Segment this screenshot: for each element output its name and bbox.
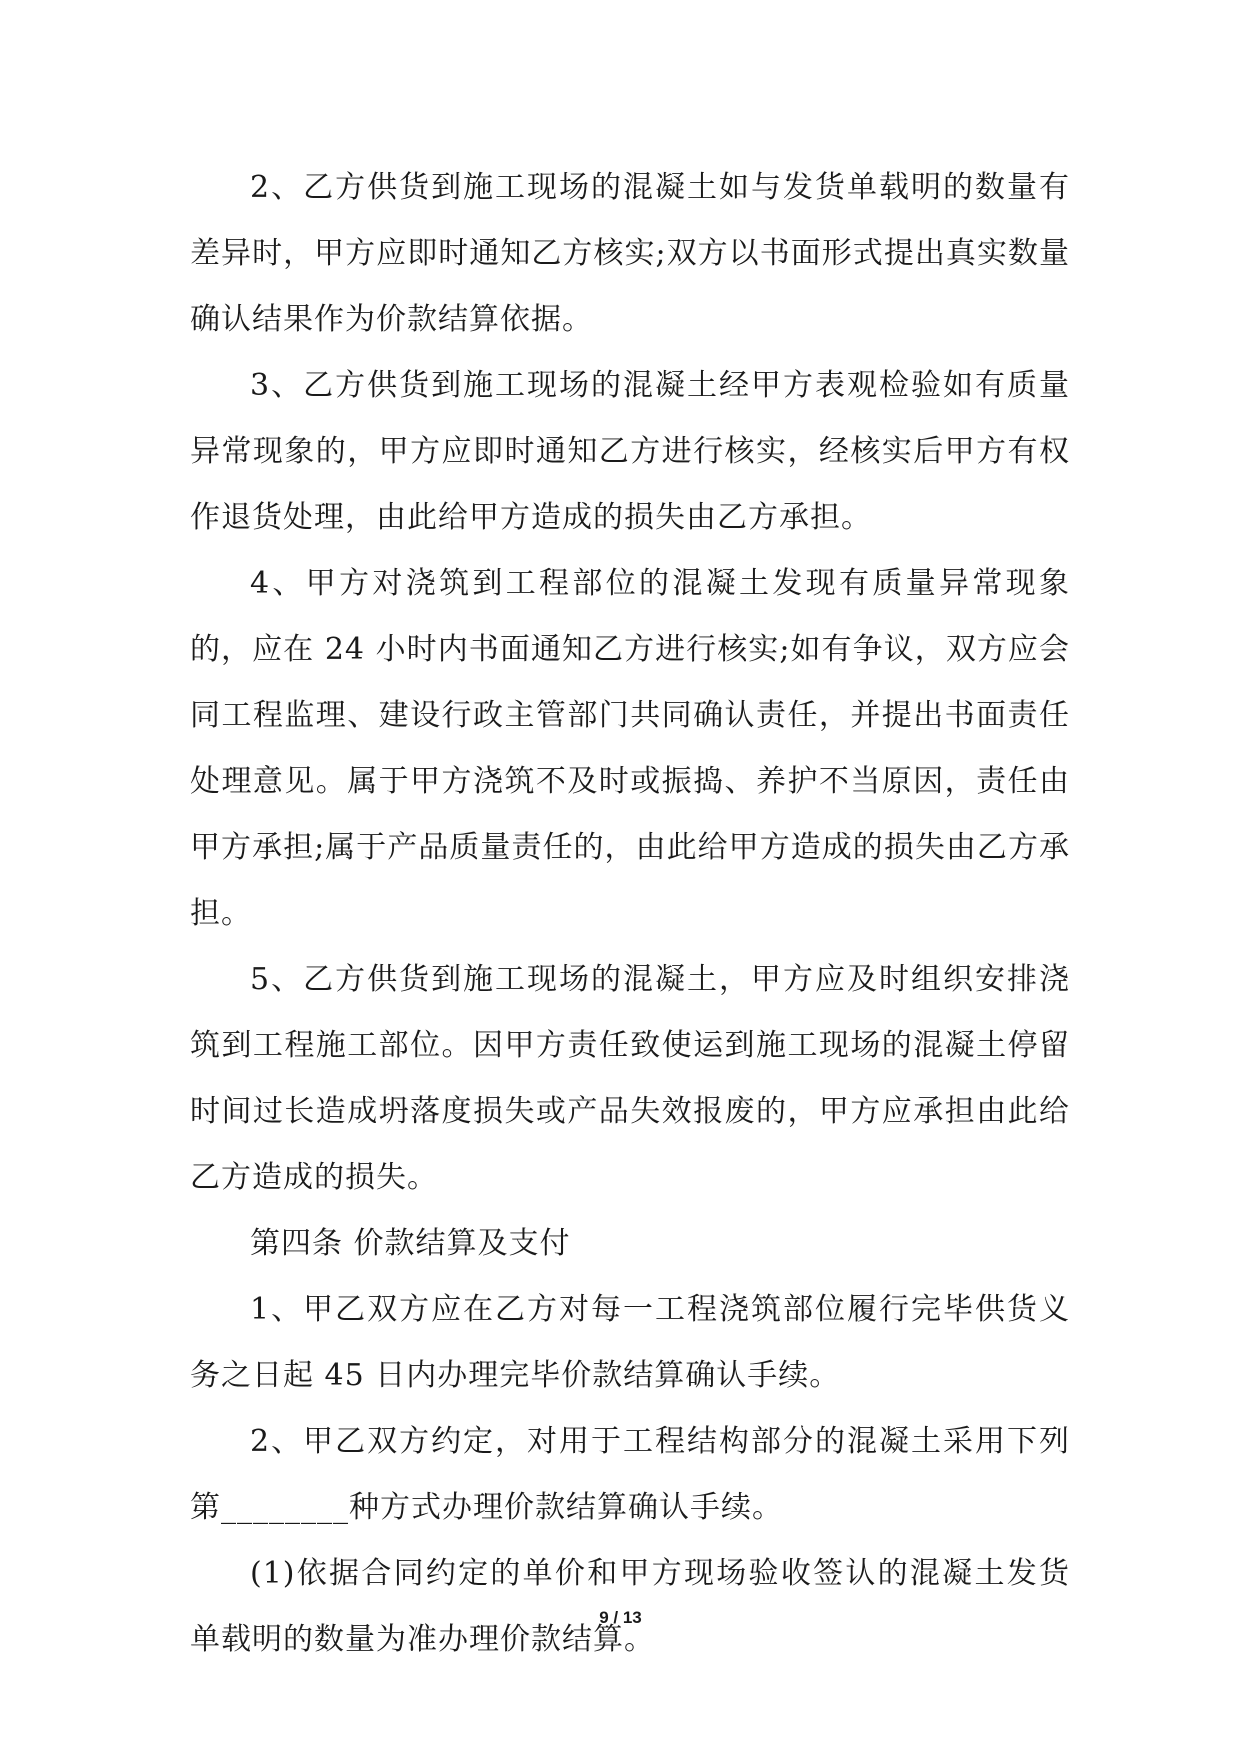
section-heading: 第四条 价款结算及支付 xyxy=(250,1226,571,1261)
page-number: 9 / 13 xyxy=(599,1608,642,1627)
clause-paragraph-2: 2、乙方供货到施工现场的混凝土如与发货单载明的数量有差异时，甲方应即时通知乙方核实;双方以书面形式提出真实数量确认结果作为价款结算依据。 xyxy=(190,170,1070,337)
section-paragraph-3: (1)依据合同约定的单价和甲方现场验收签认的混凝土发货单载明的数量为准办理价款结算。 xyxy=(190,1556,1070,1657)
document-body xyxy=(190,155,1070,1673)
clause-paragraph-4: 4、甲方对浇筑到工程部位的混凝土发现有质量异常现象的，应在 24 小时内书面通知乙方进行核实;如有争议，双方应会同工程监理、建设行政主管部门共同确认责任，并提出书面责任处理意见。属于甲方浇筑不及时或振捣、养护不当原因，责任由甲方承担;属于产品质量责任的，由此给甲方造成的损失由乙方承担。 xyxy=(190,566,1070,931)
section-paragraph-2: 2、甲乙双方约定，对用于工程结构部分的混凝土采用下列第________种方式办理价款结算确认手续。 xyxy=(190,1424,1070,1525)
section-paragraph-1: 1、甲乙双方应在乙方对每一工程浇筑部位履行完毕供货义务之日起 45 日内办理完毕价款结算确认手续。 xyxy=(190,1292,1070,1393)
clause-paragraph-3: 3、乙方供货到施工现场的混凝土经甲方表观检验如有质量异常现象的，甲方应即时通知乙方进行核实，经核实后甲方有权作退货处理，由此给甲方造成的损失由乙方承担。 xyxy=(190,368,1070,535)
clause-paragraph-5: 5、乙方供货到施工现场的混凝土，甲方应及时组织安排浇筑到工程施工部位。因甲方责任致使运到施工现场的混凝土停留时间过长造成坍落度损失或产品失效报废的，甲方应承担由此给乙方造成的损失。 xyxy=(190,962,1070,1195)
